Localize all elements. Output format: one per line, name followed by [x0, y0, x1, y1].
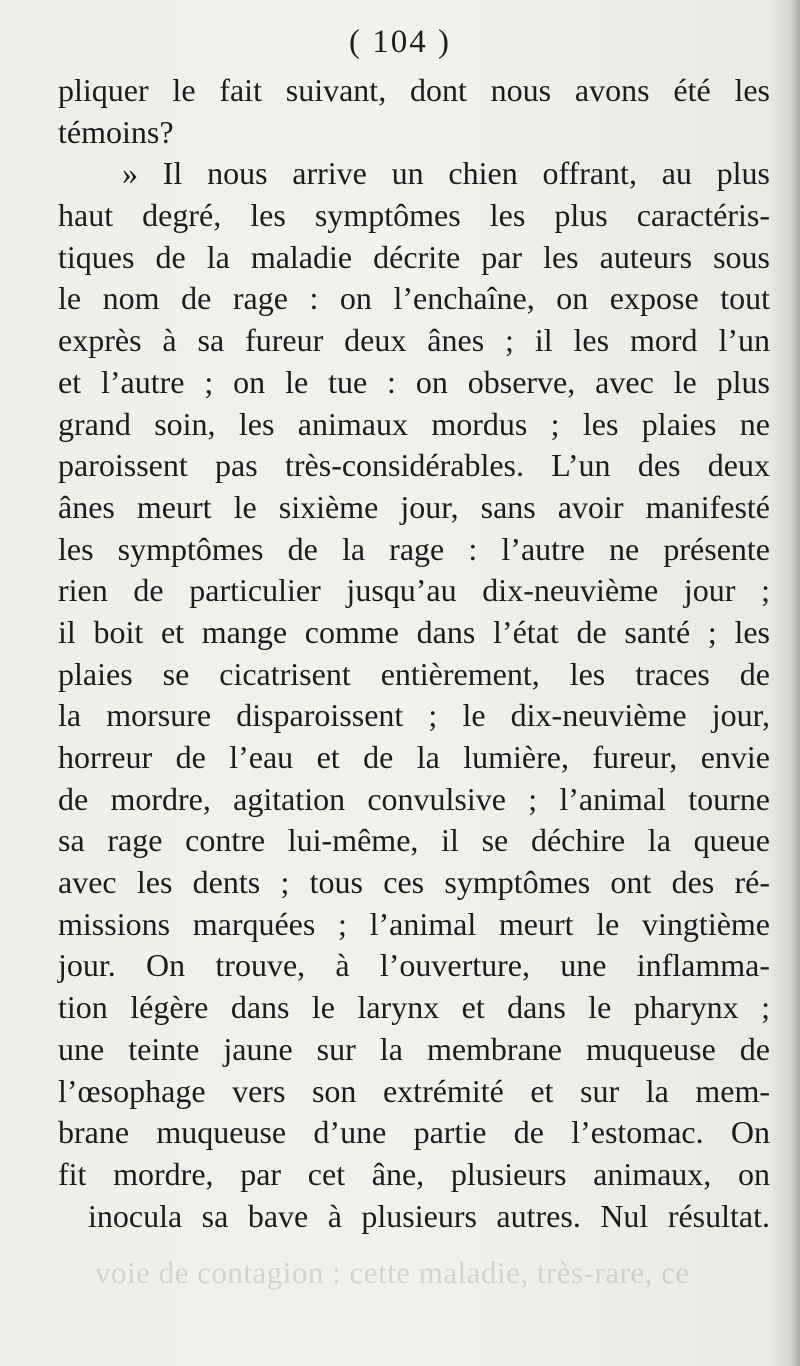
text-line: et l’autre ; on le tue : on observe, avec le plus [58, 363, 770, 400]
text-line: ânes meurt le sixième jour, sans avoir manifesté [58, 488, 770, 525]
text-line: brane muqueuse d’une partie de l’estomac. On [58, 1114, 770, 1151]
text-line: tion légère dans le larynx et dans le pharynx ; [58, 989, 770, 1026]
text-line: la morsure disparoissent ; le dix-neuvième jour, [58, 697, 770, 734]
text-line: fit mordre, par cet âne, plusieurs animaux, on [58, 1155, 770, 1192]
text-line: rien de particulier jusqu’au dix-neuvième jour ; [58, 572, 770, 609]
text-line: exprès à sa fureur deux ânes ; il les mord l’un [58, 322, 770, 359]
text-line: une teinte jaune sur la membrane muqueuse de [58, 1030, 770, 1067]
text-line: les symptômes de la rage : l’autre ne présente [58, 530, 770, 567]
text-line: tiques de la maladie décrite par les auteurs sous [58, 238, 770, 275]
text-line: plaies se cicatrisent entièrement, les traces de [58, 655, 770, 692]
text-line: missions marquées ; l’animal meurt le vingtième [58, 905, 770, 942]
text-line: horreur de l’eau et de la lumière, fureur, envie [58, 739, 770, 775]
text-line: avec les dents ; tous ces symptômes ont des ré- [58, 864, 770, 901]
page-number: ( 104 ) [349, 24, 451, 60]
text-line: paroissent pas très-considérables. L’un des deux [58, 447, 770, 484]
show-through-text: voie de contagion : cette maladie, très-rare, ce [95, 1255, 690, 1290]
text-line: sa rage contre lui-même, il se déchire la queue [58, 822, 770, 859]
text-line: jour. On trouve, à l’ouverture, une inflamma- [58, 947, 770, 984]
text-line: inocula sa bave à plusieurs autres. Nul résultat. [88, 1197, 770, 1234]
text-line: l’œsophage vers son extrémité et sur la mem- [58, 1072, 770, 1109]
text-line: pliquer le fait suivant, dont nous avons été les [58, 72, 770, 108]
text-line: grand soin, les animaux mordus ; les plaies ne [58, 405, 770, 442]
page-edge-shadow [790, 0, 800, 1366]
text-line: il boit et mange comme dans l’état de santé ; les [58, 613, 770, 650]
body-text [58, 70, 770, 1237]
text-line: de mordre, agitation convulsive ; l’animal tourne [58, 780, 770, 817]
text-line: témoins? [58, 113, 174, 150]
text-line: » Il nous arrive un chien offrant, au plus [122, 155, 770, 192]
text-line: le nom de rage : on l’enchaîne, on expose tout [58, 280, 770, 317]
text-line: haut degré, les symptômes les plus caractéris- [58, 197, 770, 234]
